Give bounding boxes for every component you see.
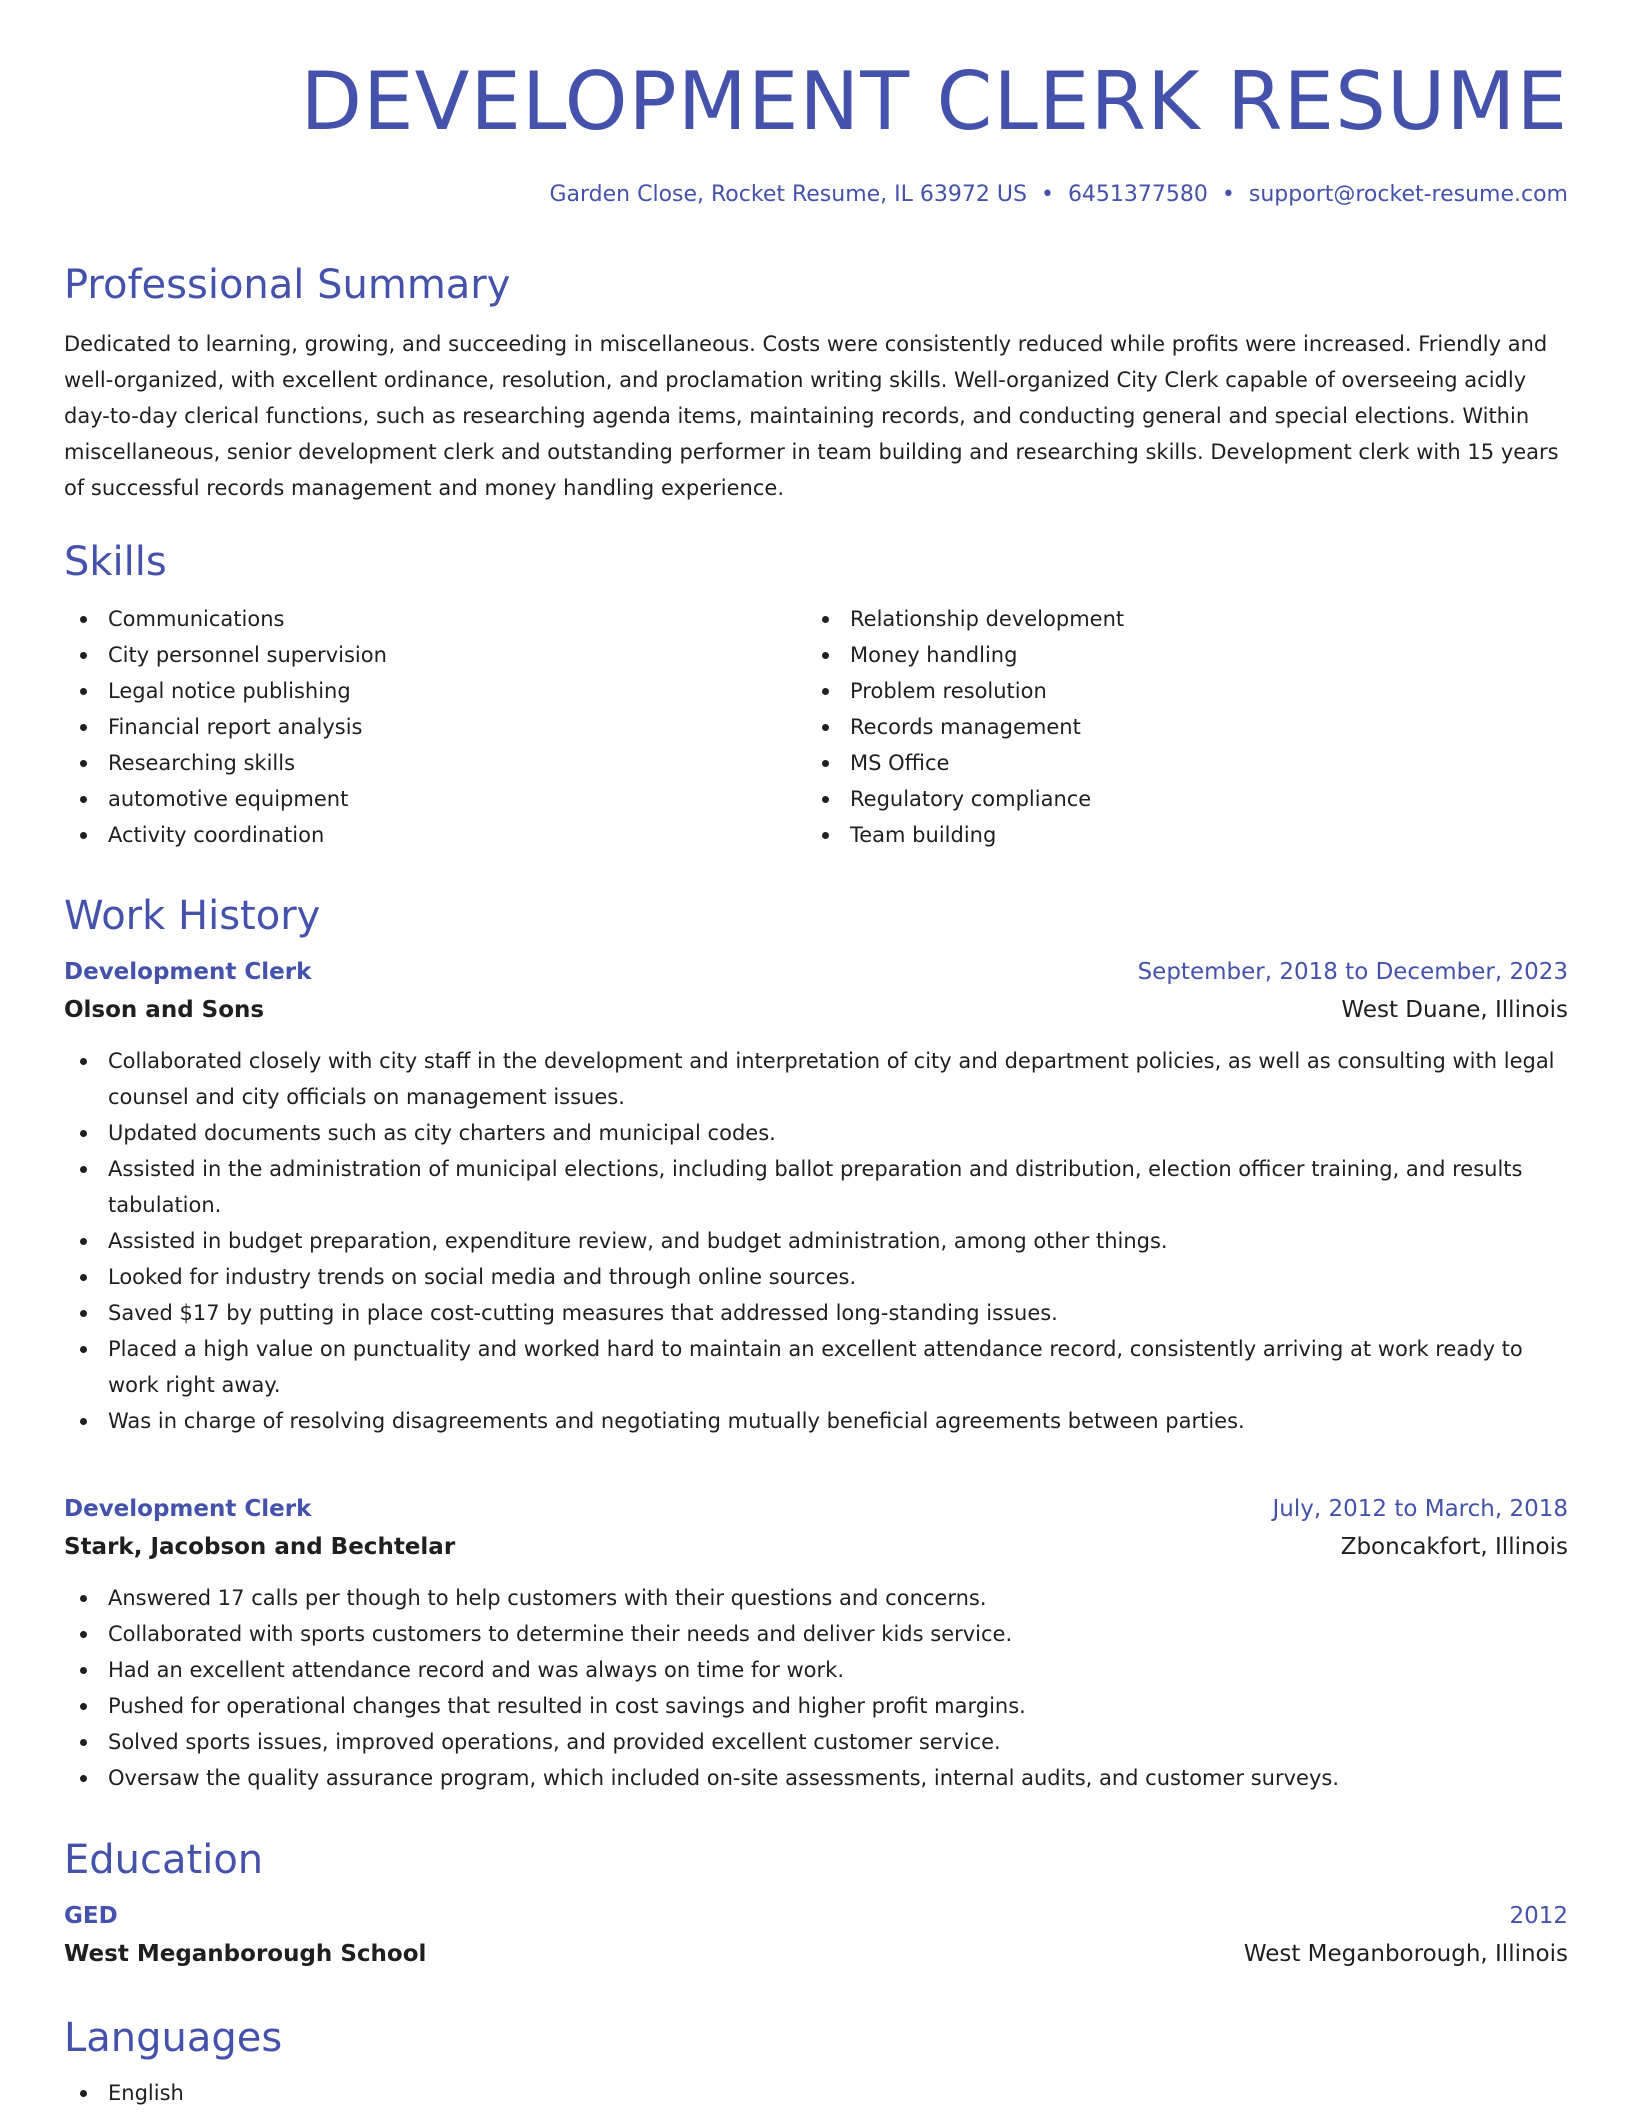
job-dates: July, 2012 to March, 2018 xyxy=(1272,1496,1568,1522)
skill-item: Researching skills xyxy=(64,745,806,781)
job-bullet: Collaborated with sports customers to determine their needs and deliver kids service. xyxy=(64,1616,1568,1652)
job-subheader-row xyxy=(64,991,1568,1029)
section-title-languages: Languages xyxy=(64,2015,283,2061)
job-entry xyxy=(64,953,1568,1439)
summary-text: Dedicated to learning, growing, and succeeding in miscellaneous. Costs were consistently reduced while profits were increased. Friendly and well-organized, with excellent ordinance, resolution, and proclamation writing skills. Well-organized City Clerk capable of overseeing acidly day-to-day clerical functions, such as researching agenda items, maintaining records, and conducting general and special elections. Within miscellaneous, senior development clerk and outstanding performer in team building and researching skills. Development clerk with 15 years of successful records management and money handling experience. xyxy=(64,332,1559,500)
summary-section xyxy=(64,258,1568,506)
section-title-work-history: Work History xyxy=(64,893,321,939)
skill-item: City personnel supervision xyxy=(64,637,806,673)
job-bullet: Solved sports issues, improved operations, and provided excellent customer service. xyxy=(64,1724,1568,1760)
section-title-summary: Professional Summary xyxy=(64,262,511,308)
job-location: Zboncakfort, Illinois xyxy=(1340,1534,1568,1560)
contact-separator: • xyxy=(1221,182,1235,207)
job-bullet: Oversaw the quality assurance program, which included on-site assessments, internal audits, and customer surveys. xyxy=(64,1760,1568,1796)
education-section xyxy=(64,1833,1568,1973)
education-year: 2012 xyxy=(1509,1903,1568,1929)
education-subheader-row xyxy=(64,1935,1568,1973)
resume-header xyxy=(64,0,1568,210)
job-bullet: Looked for industry trends on social media and through online sources. xyxy=(64,1259,1568,1295)
skill-item: Team building xyxy=(806,817,1548,853)
work-history-section xyxy=(64,889,1568,1790)
section-title-education: Education xyxy=(64,1837,264,1883)
resume-page xyxy=(64,0,1568,2105)
job-bullet: Placed a high value on punctuality and worked hard to maintain an excellent attendance record, consistently arriving at work ready to work right away. xyxy=(64,1331,1568,1403)
job-bullet: Saved $17 by putting in place cost-cutting measures that addressed long-standing issues. xyxy=(64,1295,1568,1331)
skill-item: Legal notice publishing xyxy=(64,673,806,709)
education-location: West Meganborough, Illinois xyxy=(1243,1941,1568,1967)
job-title: Development Clerk xyxy=(64,959,312,985)
language-item: English xyxy=(64,2075,1568,2111)
section-title-skills: Skills xyxy=(64,539,167,585)
contact-email[interactable]: support@rocket-resume.com xyxy=(1248,182,1568,207)
languages-list xyxy=(64,2075,1568,2111)
languages-section xyxy=(64,2011,1568,2111)
contact-line xyxy=(64,180,1568,210)
job-header-row xyxy=(64,953,1568,991)
education-school: West Meganborough School xyxy=(64,1941,427,1967)
contact-address: Garden Close, Rocket Resume, IL 63972 US xyxy=(549,182,1027,207)
skills-columns xyxy=(64,601,1568,853)
education-header-row xyxy=(64,1897,1568,1935)
contact-separator: • xyxy=(1040,182,1054,207)
job-bullets xyxy=(64,1580,1568,1796)
job-bullet: Assisted in the administration of municipal elections, including ballot preparation and distribution, election officer training, and results tabulation. xyxy=(64,1151,1568,1223)
job-bullet: Assisted in budget preparation, expenditure review, and budget administration, among other things. xyxy=(64,1223,1568,1259)
education-degree: GED xyxy=(64,1903,118,1929)
skill-item: Relationship development xyxy=(806,601,1548,637)
resume-title: DEVELOPMENT CLERK RESUME xyxy=(300,55,1568,148)
job-entry xyxy=(64,1490,1568,1796)
skill-item: Money handling xyxy=(806,637,1548,673)
skills-section xyxy=(64,535,1568,853)
job-subheader-row xyxy=(64,1528,1568,1566)
job-bullet: Had an excellent attendance record and was always on time for work. xyxy=(64,1652,1568,1688)
job-title: Development Clerk xyxy=(64,1496,312,1522)
job-dates: September, 2018 to December, 2023 xyxy=(1137,959,1568,985)
skill-item: automotive equipment xyxy=(64,781,806,817)
contact-phone[interactable]: 6451377580 xyxy=(1067,182,1208,207)
job-bullet: Was in charge of resolving disagreements and negotiating mutually beneficial agreements between parties. xyxy=(64,1403,1568,1439)
skill-item: Regulatory compliance xyxy=(806,781,1548,817)
job-bullet: Collaborated closely with city staff in the development and interpretation of city and department policies, as well as consulting with legal counsel and city officials on management issues. xyxy=(64,1043,1568,1115)
skill-item: Communications xyxy=(64,601,806,637)
skills-list-right xyxy=(806,601,1548,853)
job-bullet: Updated documents such as city charters and municipal codes. xyxy=(64,1115,1568,1151)
job-bullet: Answered 17 calls per though to help customers with their questions and concerns. xyxy=(64,1580,1568,1616)
job-bullets xyxy=(64,1043,1568,1439)
job-location: West Duane, Illinois xyxy=(1341,997,1568,1023)
education-entry xyxy=(64,1897,1568,1973)
skills-list-left xyxy=(64,601,806,853)
skill-item: Records management xyxy=(806,709,1548,745)
skill-item: Activity coordination xyxy=(64,817,806,853)
skill-item: Problem resolution xyxy=(806,673,1548,709)
job-header-row xyxy=(64,1490,1568,1528)
skill-item: MS Office xyxy=(806,745,1548,781)
job-company: Olson and Sons xyxy=(64,997,265,1023)
job-bullet: Pushed for operational changes that resulted in cost savings and higher profit margins. xyxy=(64,1688,1568,1724)
job-company: Stark, Jacobson and Bechtelar xyxy=(64,1534,456,1560)
skill-item: Financial report analysis xyxy=(64,709,806,745)
